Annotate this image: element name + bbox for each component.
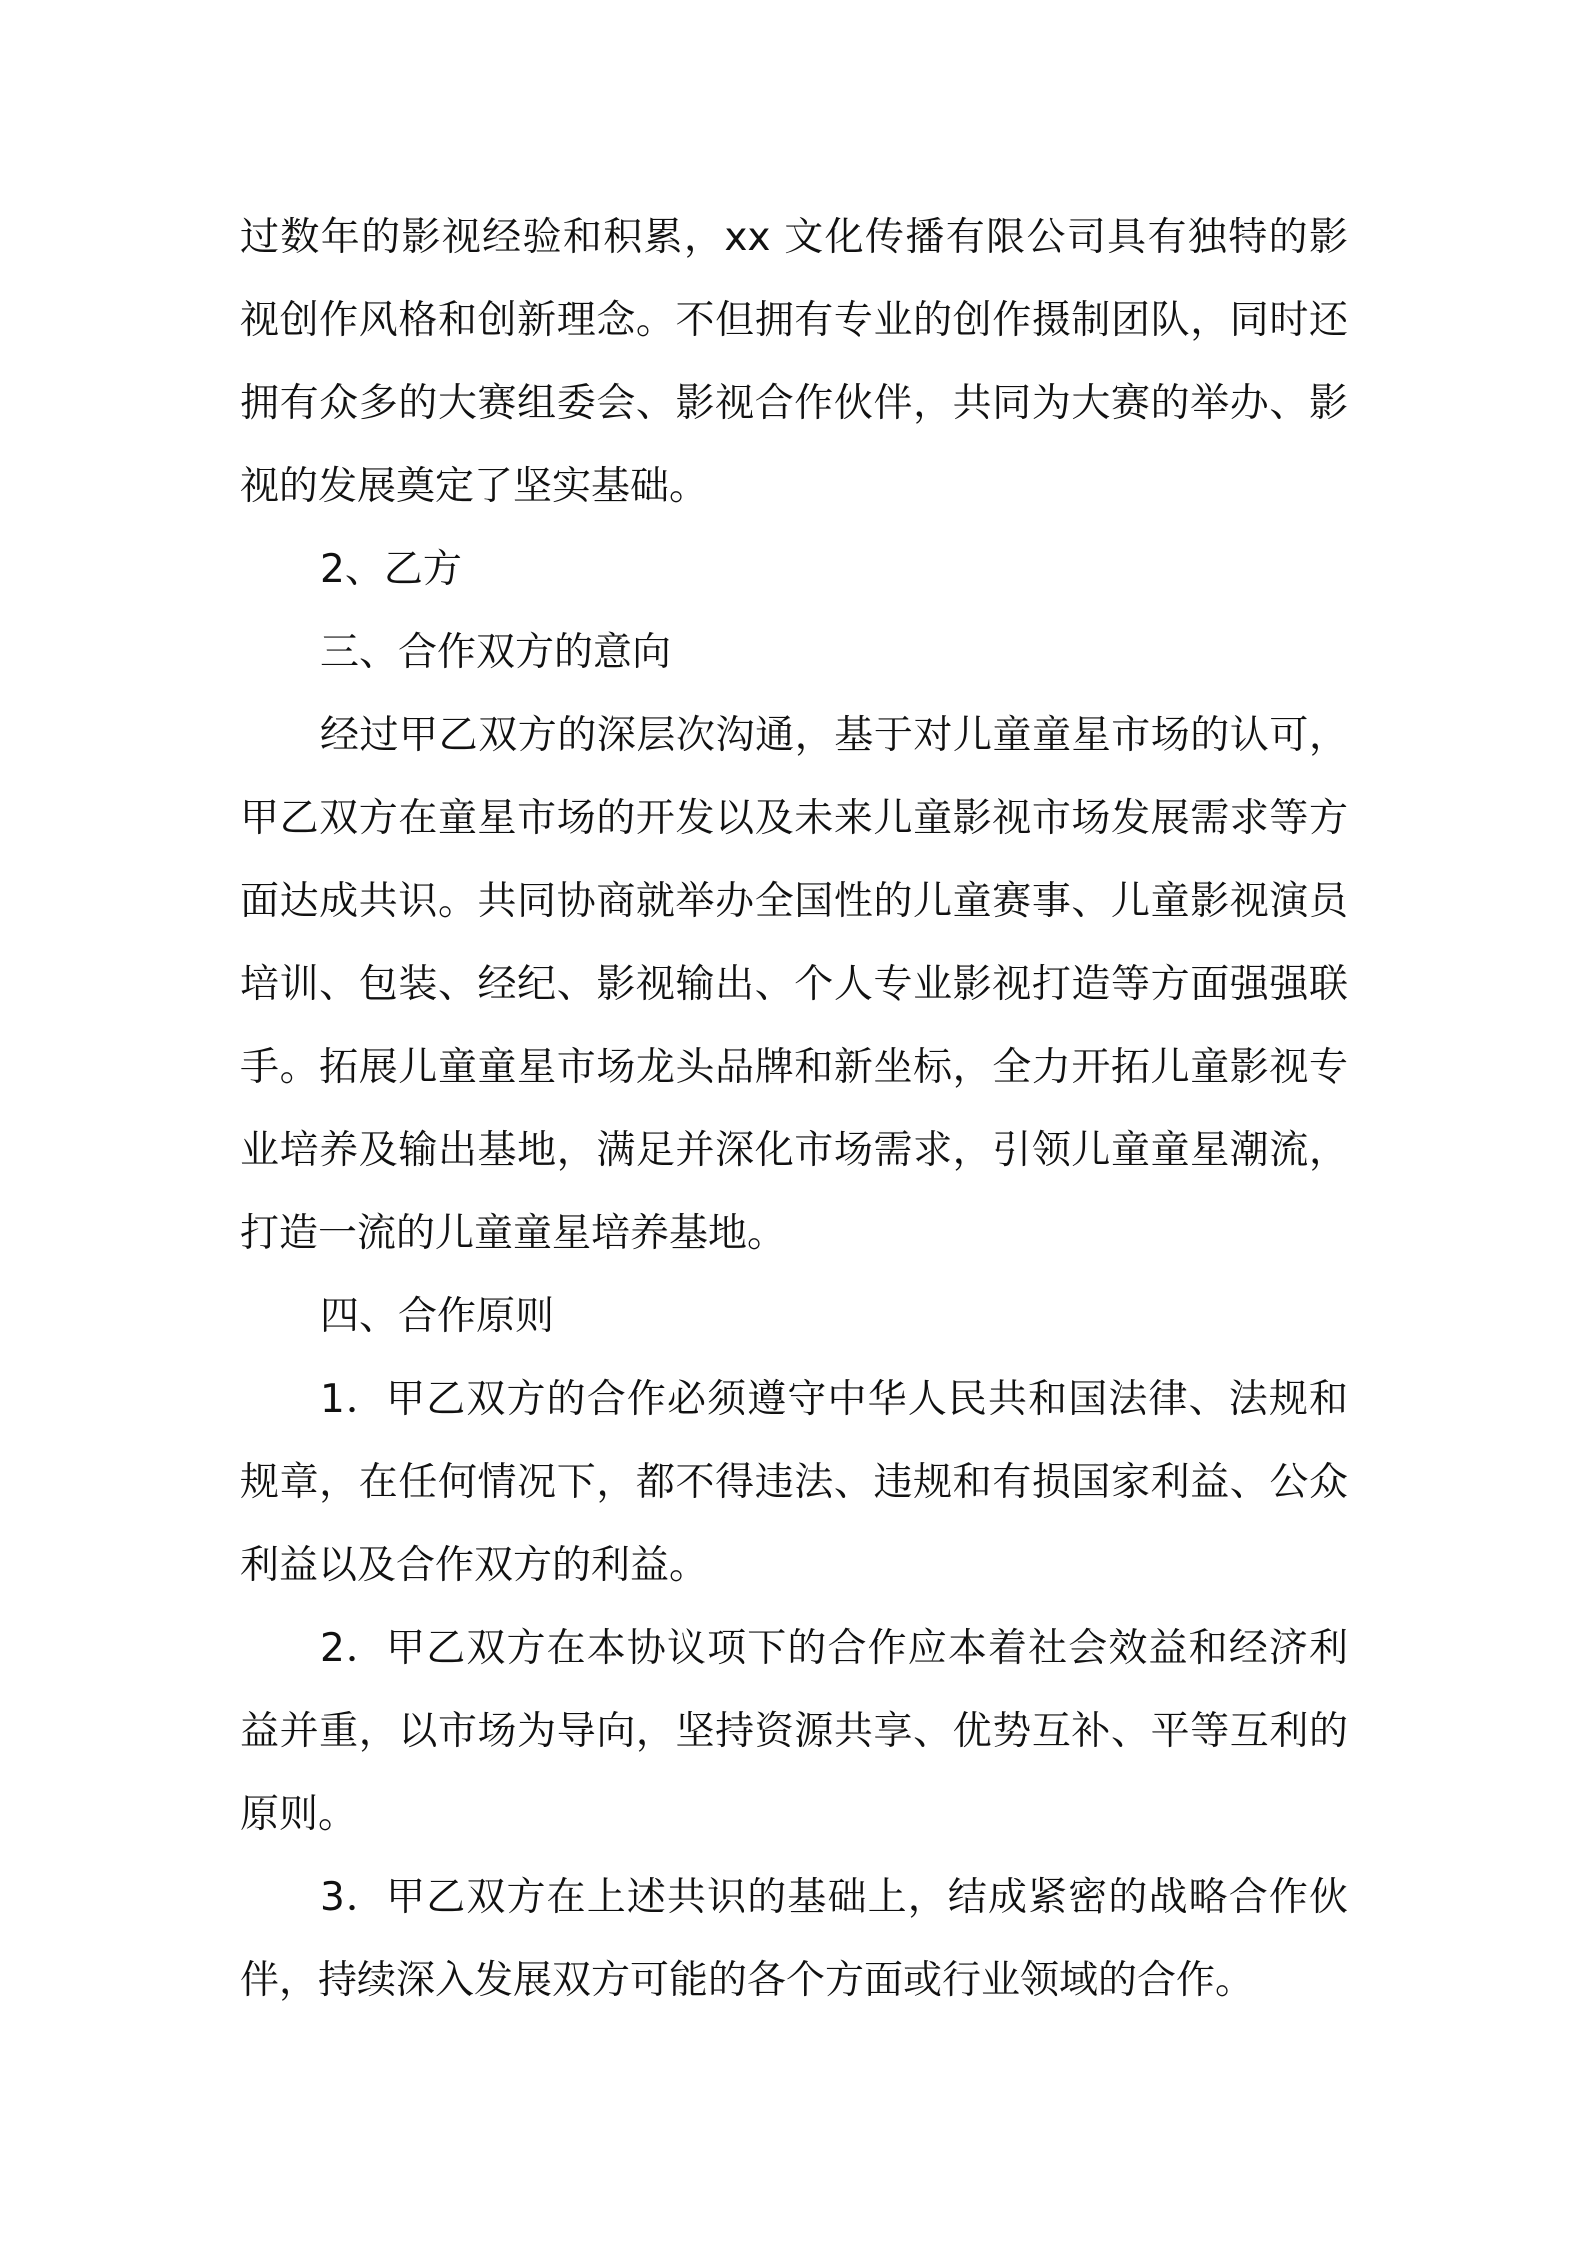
paragraph-cooperation-intent: 经过甲乙双方的深层次沟通，基于对儿童童星市场的认可，甲乙双方在童星市场的开发以及未来儿童影视市场发展需求等方面达成共识。共同协商就举办全国性的儿童赛事、儿童影视演员培训、包装、经纪、影视输出、个人专业影视打造等方面强强联手。拓展儿童童星市场龙头品牌和新坐标，全力开拓儿童影视专业培养及输出基地，满足并深化市场需求，引领儿童童星潮流，打造一流的儿童童星培养基地。: [240, 713, 1348, 1256]
paragraph-principle-3: 3．甲乙双方在上述共识的基础上，结成紧密的战略合作伙伴，持续深入发展双方可能的各个方面或行业领域的合作。: [240, 1875, 1348, 2003]
paragraph-principle-2: 2．甲乙双方在本协议项下的合作应本着社会效益和经济利益并重，以市场为导向，坚持资源共享、优势互补、平等互利的原则。: [240, 1626, 1348, 1837]
heading-cooperation-principles: 四、合作原则: [320, 1294, 555, 1339]
heading-party-b: 2、乙方: [320, 547, 462, 592]
document-body: [240, 196, 1348, 2022]
heading-cooperation-intent: 三、合作双方的意向: [320, 630, 672, 675]
paragraph-company-intro-continued: 过数年的影视经验和积累，xx 文化传播有限公司具有独特的影视创作风格和创新理念。不但拥有专业的创作摄制团队，同时还拥有众多的大赛组委会、影视合作伙伴，共同为大赛的举办、影视的发展奠定了坚实基础。: [240, 215, 1348, 509]
paragraph-principle-1: 1．甲乙双方的合作必须遵守中华人民共和国法律、法规和规章，在任何情况下，都不得违法、违规和有损国家利益、公众利益以及合作双方的利益。: [240, 1377, 1348, 1588]
